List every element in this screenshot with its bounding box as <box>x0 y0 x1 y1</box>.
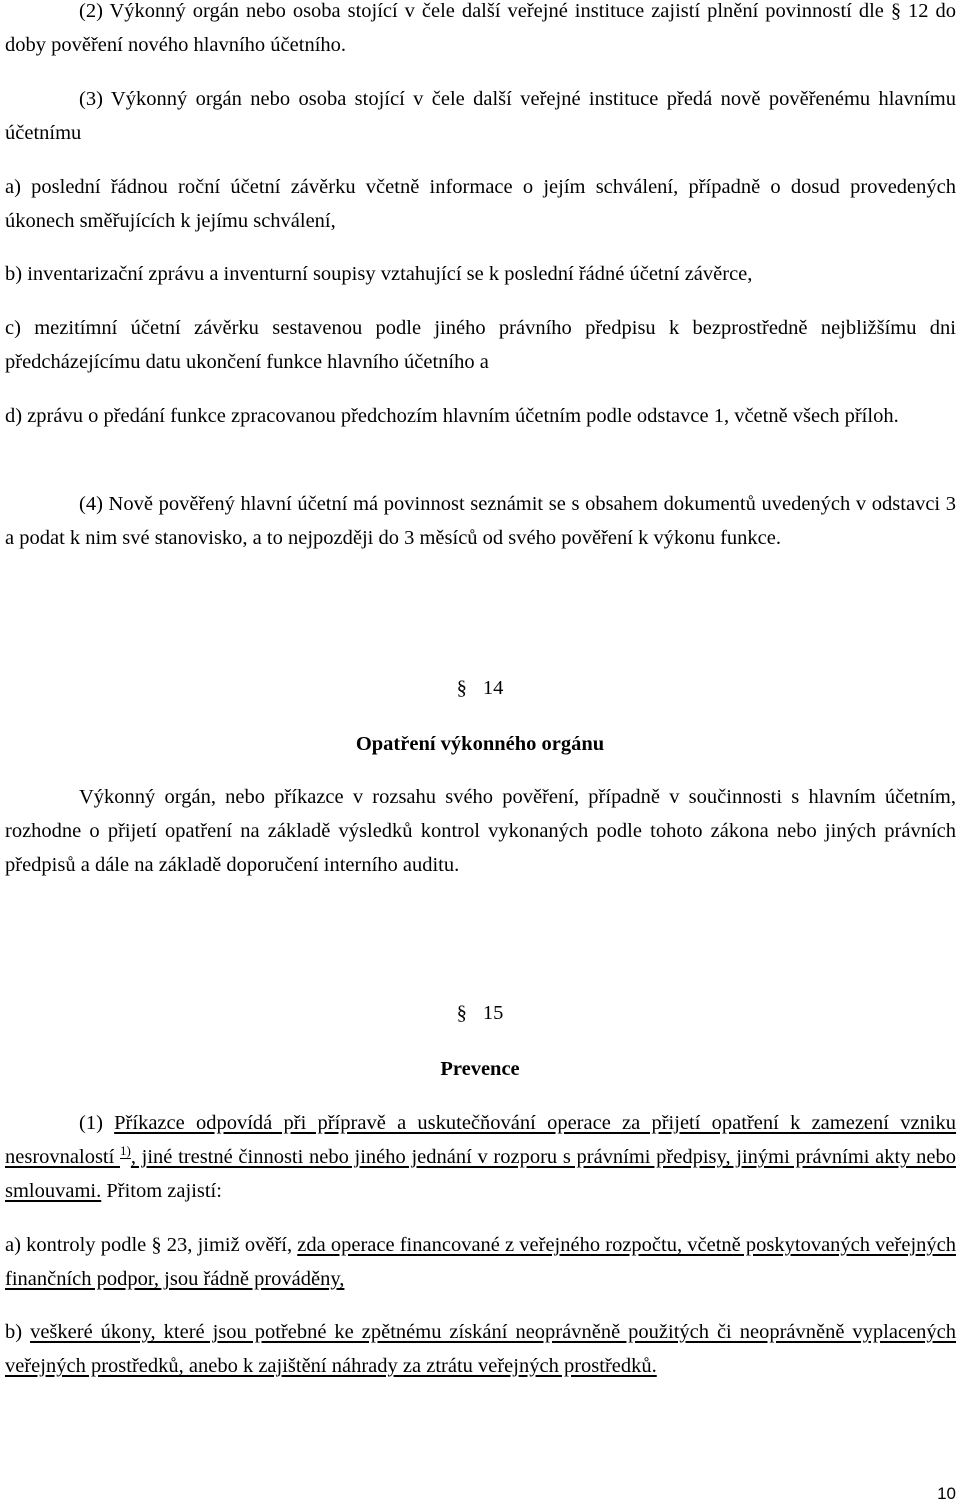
section-15-item-b <box>5 1315 956 1383</box>
list-item-a: a) poslední řádnou roční účetní závěrku včetně informace o jejím schválení, případně o dosud provedených úkonech směřujících k jejímu schválení, <box>5 176 956 232</box>
section-number: 14 <box>482 677 504 699</box>
item-text: a) kontroly podle § 23, jimiž ověří, <box>5 1234 298 1256</box>
section-15-paragraph-1 <box>5 1106 956 1208</box>
paragraph-4: (4) Nově pověřený hlavní účetní má povinnost seznámit se s obsahem dokumentů uvedených v odstavci 3 a podat k nim své stanovisko, a to nejpozději do 3 měsíců od svého pověření k výkonu funkce. <box>5 493 956 549</box>
underlined-text: Příkazce odpovídá při přípravě a uskutečňování operace za přijetí opatření k zamezení vzniku nesrovnalostí <box>5 1112 957 1168</box>
section-symbol: § <box>456 677 467 699</box>
list-item-d: d) zprávu o předání funkce zpracovanou předchozím hlavním účetním podle odstavce 1, včetně všech příloh. <box>5 405 899 427</box>
section-number: 15 <box>482 1002 504 1024</box>
paragraph-number: (1) <box>79 1112 115 1134</box>
section-15-heading <box>0 996 960 1030</box>
underlined-text: veškeré úkony, které jsou potřebné ke zpětnému získání neoprávněně použitých či neoprávněně vyplacených veřejných prostředků, anebo k zajištění náhrady za ztrátu veřejných prostředků. <box>5 1321 957 1377</box>
underlined-text: , jiné trestné činnosti nebo jiného jednání v rozporu s právními předpisy, jinými právními akty nebo smlouvami. <box>5 1146 956 1202</box>
item-text: b) <box>5 1321 31 1343</box>
page-number: 10 <box>937 1484 956 1503</box>
section-14-heading <box>0 671 960 705</box>
section-symbol: § <box>456 1002 467 1024</box>
footnote-reference: 1) <box>120 1143 131 1158</box>
paragraph-tail: Přitom zajistí: <box>101 1180 222 1202</box>
section-14-text: Výkonný orgán, nebo příkazce v rozsahu svého pověření, případně v součinnosti s hlavním účetním, rozhodne o přijetí opatření na základě výsledků kontrol vykonaných podle tohoto zákona nebo jiných právních předpisů a dále na základě doporučení interního auditu. <box>5 786 956 876</box>
section-15-item-a <box>5 1228 956 1296</box>
paragraph-3: (3) Výkonný orgán nebo osoba stojící v čele další veřejné instituce předá nově pověřenému hlavnímu účetnímu <box>5 88 956 144</box>
paragraph-2: (2) Výkonný orgán nebo osoba stojící v čele další veřejné instituce zajistí plnění povinností dle § 12 do doby pověření nového hlavního účetního. <box>5 0 956 56</box>
section-14-title: Opatření výkonného orgánu <box>355 733 605 755</box>
list-item-c: c) mezitímní účetní závěrku sestavenou podle jiného právního předpisu k bezprostředně nejbližšímu dni předcházejícímu datu ukončení funkce hlavního účetního a <box>5 317 956 373</box>
list-item-b: b) inventarizační zprávu a inventurní soupisy vztahující se k poslední řádné účetní závěrce, <box>5 263 753 285</box>
underlined-text: zda operace financované z veřejného rozpočtu, včetně poskytovaných veřejných finančních podpor, jsou řádně prováděny, <box>5 1234 956 1290</box>
section-15-title: Prevence <box>440 1058 520 1080</box>
